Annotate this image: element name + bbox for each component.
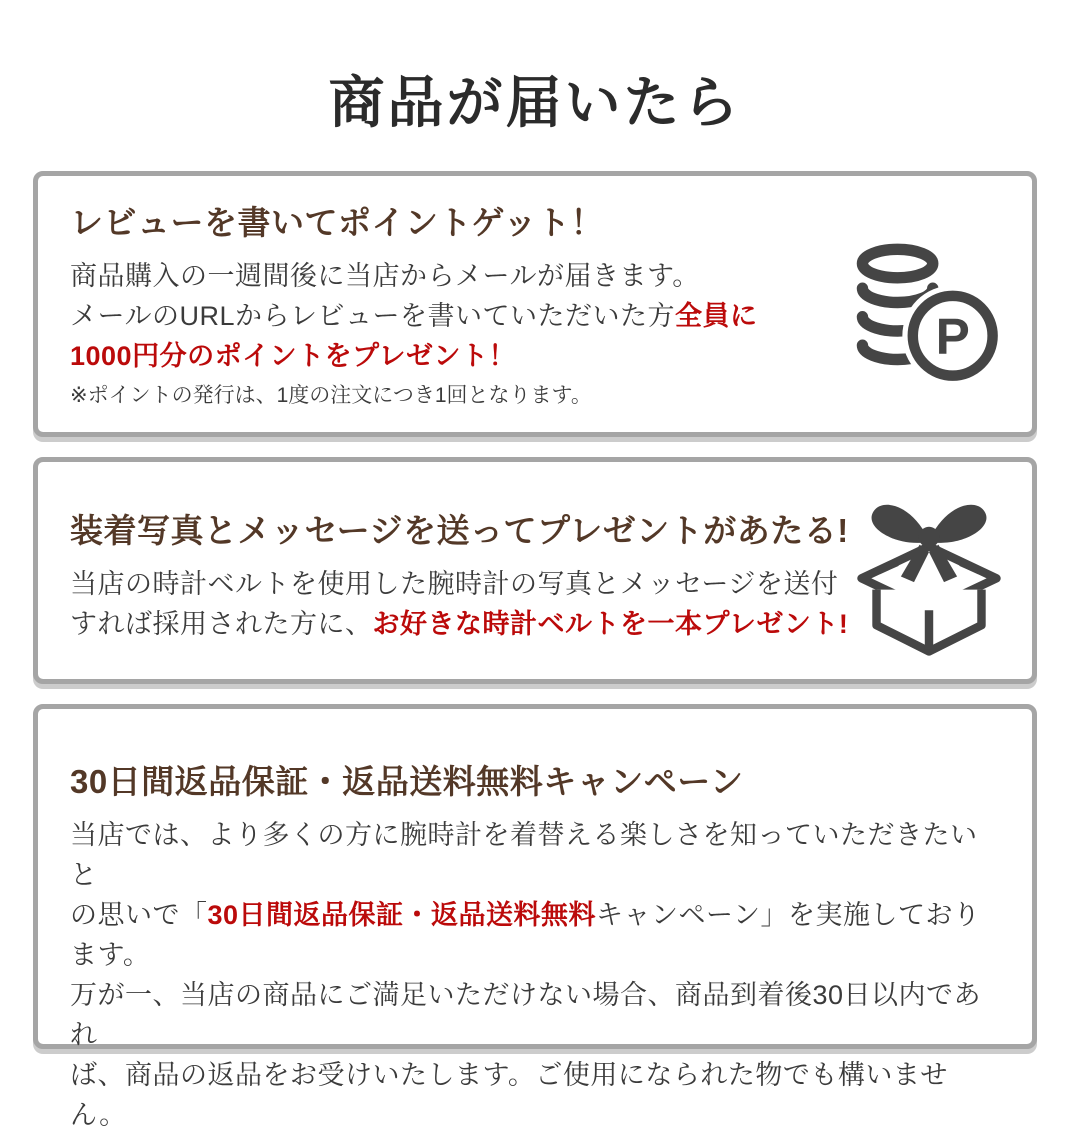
photo-box-heading: 装着写真とメッセージを送ってプレゼントがあたる! xyxy=(70,511,849,549)
gift-box-icon xyxy=(854,494,1004,658)
return-guarantee-box xyxy=(33,704,1037,1130)
page-title: 商品が届いたら xyxy=(328,70,742,134)
return-line-2-pre: の思いで「 xyxy=(70,899,208,930)
photo-line-1: 当店の時計ベルトを使用した腕時計の写真とメッセージを送付 xyxy=(70,568,839,599)
review-note: ※ポイントの発行は、1度の注文につき1回となります。 xyxy=(70,383,592,407)
review-line-2-highlight: 全員に xyxy=(674,300,758,331)
return-box-heading: 30日間返品保証・返品送料無料キャンペーン xyxy=(70,762,744,800)
review-points-box xyxy=(33,171,1037,437)
review-line-2-normal: メールのURLからレビューを書いていただいた方 xyxy=(70,300,675,331)
return-line-2 xyxy=(70,895,1000,935)
review-box-heading: レビューを書いてポイントゲット！ xyxy=(70,203,605,241)
photo-line-2 xyxy=(70,604,850,644)
photo-present-box xyxy=(33,457,1037,684)
return-line-1: 当店では、より多くの方に腕時計を着替える楽しさを知っていただきたいと xyxy=(70,819,978,890)
point-coins-icon xyxy=(852,240,1004,384)
return-line-2-post: キャンペーン」を実施しており xyxy=(596,899,981,930)
review-line-3-highlight: 1000円分のポイントをプレゼント！ xyxy=(70,340,516,371)
point-letter: P xyxy=(935,307,970,365)
review-line-2 xyxy=(70,296,850,336)
return-line-2-highlight: 30日間返品保証・返品送料無料 xyxy=(207,899,597,930)
review-line-1: 商品購入の一週間後に当店からメールが届きます。 xyxy=(70,260,700,291)
photo-line-2-normal: すれば採用された方に、 xyxy=(70,608,373,639)
photo-line-2-highlight: お好きな時計ベルトを一本プレゼント! xyxy=(372,608,849,639)
return-line-3: ます。 xyxy=(70,939,151,970)
return-line-4: 万が一、当店の商品にご満足いただけない場合、商品到着後30日以内であれ xyxy=(70,979,982,1050)
return-line-5: ば、商品の返品をお受けいたします。ご使用になられた物でも構いません。 xyxy=(70,1059,948,1130)
